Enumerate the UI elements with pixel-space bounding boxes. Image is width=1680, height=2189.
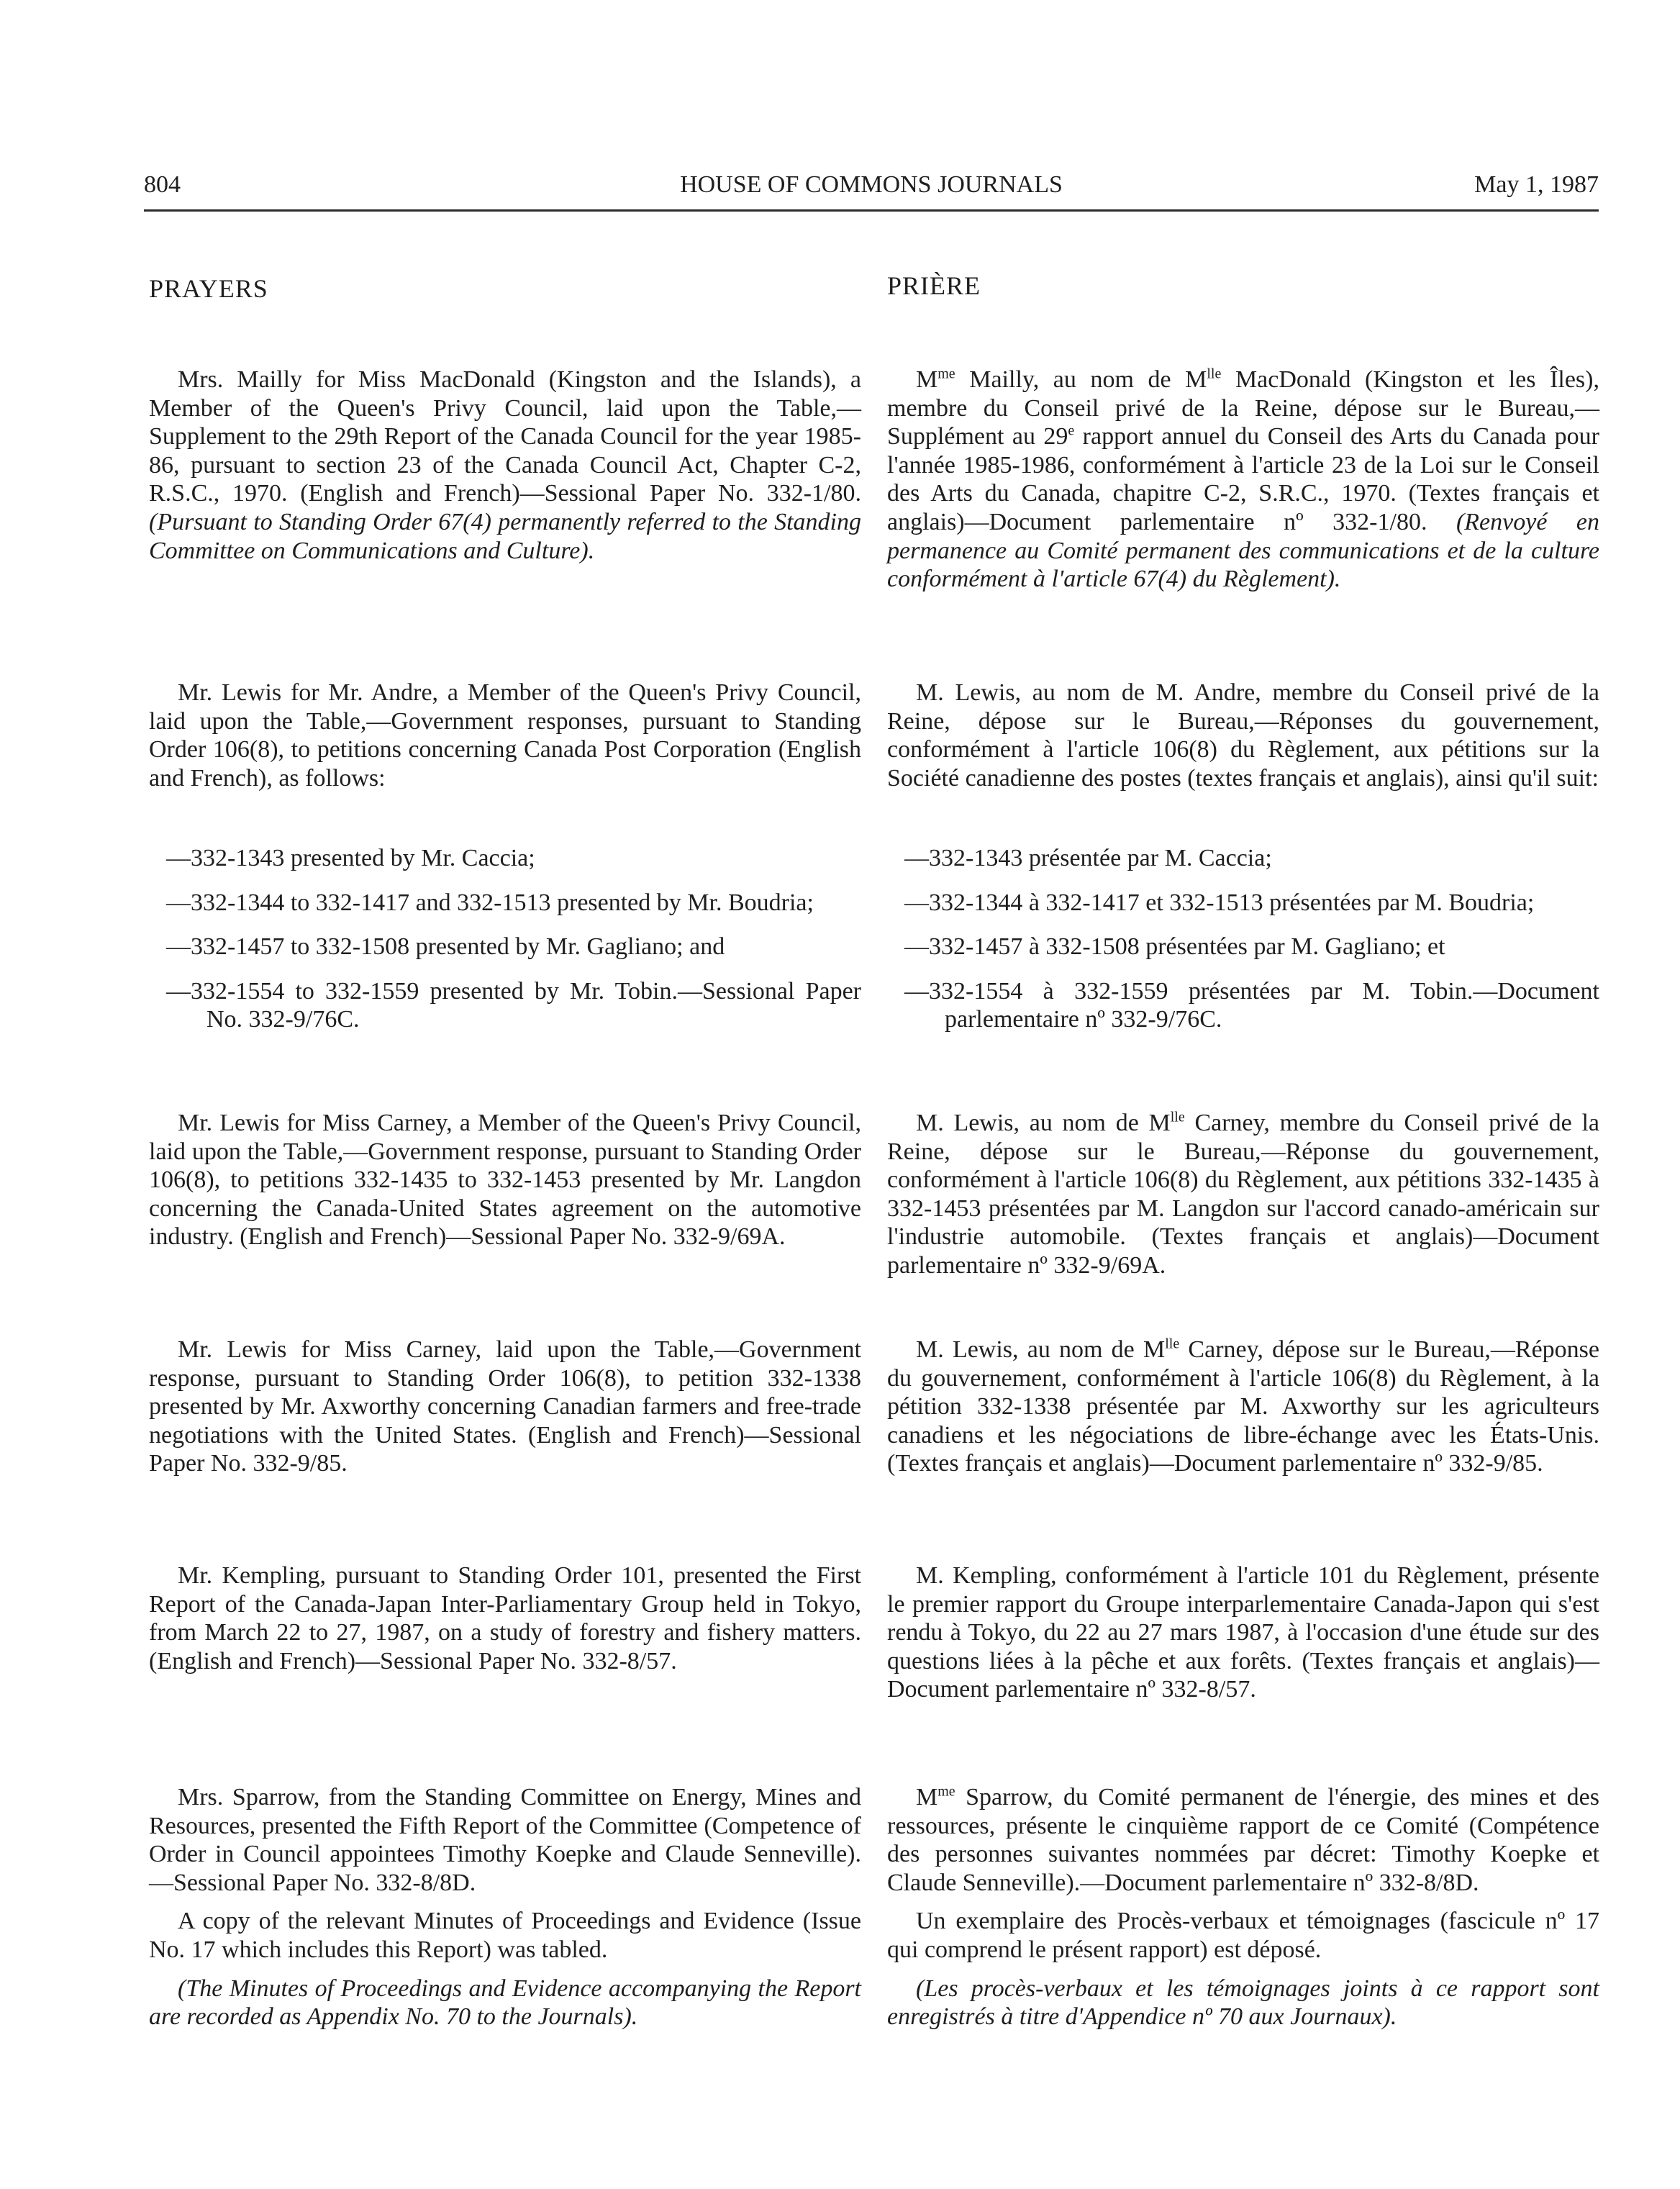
entry-energy-committee-report bbox=[149, 1783, 861, 2041]
petition-item-gagliano: —332-1457 à 332-1508 présentées par M. Gagliano; et bbox=[904, 933, 1445, 961]
journal-date: May 1, 1987 bbox=[1474, 171, 1599, 198]
entry-canada-council-supplement-fr bbox=[887, 366, 1599, 604]
appendix-note: (Les procès-verbaux et les témoignages joints à ce rapport sont enregistrés à titre d'Appendice nº 70 aux Journaux). bbox=[887, 1975, 1599, 2031]
entry-canada-japan-report-fr bbox=[887, 1562, 1599, 1714]
petition-item-boudria: —332-1344 à 332-1417 et 332-1513 présentées par M. Boudria; bbox=[904, 889, 1535, 916]
entry-canada-japan-report bbox=[149, 1562, 861, 1685]
entry-text: M. Lewis, au nom de M. Andre, membre du Conseil privé de la Reine, dépose sur le Bureau,—Réponses du gouvernement, conformément à l'article 106(8) du Règlement, aux pétitions sur la Société canadienne des postes (textes français et anglais), ainsi qu'il suit: bbox=[887, 679, 1599, 792]
entry-text: $M^{me}$ Sparrow, du Comité permanent de l'énergie, des mines et des ressources, présente le cinquième rapport de ce Comité (Compétence des personnes suivantes nommées par décret: Timothy Koepke et Claude Senneville).—Document parlementaire nº 332-8/8D. bbox=[887, 1783, 1599, 1896]
entry-text: Mr. Lewis for Mr. Andre, a Member of the Queen's Privy Council, laid upon the Table,—Government responses, pursuant to Standing Order 106(8), to petitions concerning Canada Post Corporation (English and French), as follows: bbox=[149, 679, 861, 792]
entry-canada-council-supplement bbox=[149, 366, 861, 575]
petition-item-caccia: —332-1343 presented by Mr. Caccia; bbox=[166, 845, 535, 871]
appendix-note: (The Minutes of Proceedings and Evidence accompanying the Report are recorded as Appendix No. 70 to the Journals). bbox=[149, 1975, 861, 2031]
petition-item-tobin: —332-1554 to 332-1559 presented by Mr. Tobin.—Sessional Paper No. 332-9/76C. bbox=[166, 977, 861, 1033]
entry-text: $M^{me}$ Mailly, au nom de $M^{lle}$ MacDonald (Kingston et les Îles), membre du Conseil privé de la Reine, dépose sur le Bureau,—Supplément au 29e rapport annuel du Conseil des Arts du Canada pour l'année 1985-1986, conformément à l'article 23 de la Loi sur le Conseil des Arts du Canada, chapitre C-2, S.R.C., 1970. (Textes français et anglais)—Document parlementaire nº 332-1/80. (Renvoyé en permanence au Comité permanent des communications et de la culture conformément à l'article 67(4) du Règlement). bbox=[887, 366, 1599, 593]
entry-text: Mr. Kempling, pursuant to Standing Order 101, presented the First Report of the Canada-Japan Inter-Parliamentary Group held in Tokyo, from March 22 to 27, 1987, on a study of forestry and fishery matters. (English and French)—Sessional Paper No. 332-8/57. bbox=[149, 1562, 861, 1674]
page-number: 804 bbox=[144, 171, 181, 198]
petition-list bbox=[149, 844, 861, 1050]
petition-item-gagliano: —332-1457 to 332-1508 presented by Mr. Gagliano; and bbox=[166, 933, 725, 961]
petition-item-boudria: —332-1344 to 332-1417 and 332-1513 presented by Mr. Boudria; bbox=[166, 889, 814, 916]
entry-text: Mrs. Sparrow, from the Standing Committee on Energy, Mines and Resources, presented the Fifth Report of the Committee (Competence of Order in Council appointees Timothy Koepke and Claude Senneville).—Sessional Paper No. 332-8/8D. bbox=[149, 1784, 861, 1896]
entry-text: Mrs. Mailly for Miss MacDonald (Kingston and the Islands), a Member of the Queen's Privy Council, laid upon the Table,—Supplement to the 29th Report of the Canada Council for the year 1985-86, pursuant to section 23 of the Canada Council Act, Chapter C-2, R.S.C., 1970. (English and French)—Sessional Paper No. 332-1/80. (Pursuant to Standing Order 67(4) permanently referred to the Standing Committee on Communications and Culture). bbox=[149, 366, 861, 564]
entry-text: M. Lewis, au nom de $M^{lle}$ Carney, dépose sur le Bureau,—Réponse du gouvernement, conformément à l'article 106(8) du Règlement, à la pétition 332-1338 présentée par M. Axworthy sur les agriculteurs canadiens et les négociations de libre-échange avec les États-Unis. (Textes français et anglais)—Document parlementaire nº 332-9/85. bbox=[887, 1336, 1600, 1477]
entry-canada-post-petitions bbox=[149, 679, 861, 802]
running-header bbox=[144, 169, 1599, 212]
entry-free-trade-farmers bbox=[149, 1336, 861, 1488]
entry-automotive-agreement-fr bbox=[887, 1109, 1599, 1290]
copy-tabled-text: A copy of the relevant Minutes of Proceedings and Evidence (Issue No. 17 which includes this Report) was tabled. bbox=[149, 1908, 861, 1963]
entry-canada-post-petitions-fr bbox=[887, 679, 1599, 802]
entry-text: M. Kempling, conformément à l'article 101 du Règlement, présente le premier rapport du Groupe interparlementaire Canada-Japon qui s'est rendu à Tokyo, du 22 au 27 mars 1987, à l'occasion d'une étude sur des questions liées à la pêche et aux forêts. (Textes français et anglais)—Document parlementaire nº 332-8/57. bbox=[887, 1562, 1599, 1703]
entry-text: M. Lewis, au nom de $M^{lle}$ Carney, membre du Conseil privé de la Reine, dépose sur le Bureau,—Réponse du gouvernement, conformément à l'article 106(8) du Règlement, aux pétitions 332-1435 à 332-1453 présentées par M. Langdon sur l'accord canado-américain sur l'industrie automobile. (Textes français et anglais)—Document parlementaire nº 332-9/69A. bbox=[887, 1109, 1599, 1279]
entry-automotive-agreement bbox=[149, 1109, 861, 1261]
petition-item-caccia: —332-1343 présentée par M. Caccia; bbox=[904, 845, 1272, 871]
petition-list-fr bbox=[887, 844, 1599, 1050]
copy-tabled-text: Un exemplaire des Procès-verbaux et témoignages (fascicule nº 17 qui comprend le présent rapport) est déposé. bbox=[887, 1908, 1599, 1963]
section-heading-prayers: PRAYERS bbox=[149, 274, 268, 303]
entry-text: Mr. Lewis for Miss Carney, laid upon the Table,—Government response, pursuant to Standing Order 106(8), to petition 332-1338 presented by Mr. Axworthy concerning Canadian farmers and free-trade negotiations with the United States. (English and French)—Sessional Paper No. 332-9/85. bbox=[149, 1336, 861, 1477]
entry-free-trade-farmers-fr bbox=[887, 1336, 1599, 1488]
section-heading-priere: PRIÈRE bbox=[887, 271, 981, 300]
journal-title: HOUSE OF COMMONS JOURNALS bbox=[680, 171, 1063, 198]
entry-energy-committee-report-fr bbox=[887, 1783, 1599, 2041]
entry-text: Mr. Lewis for Miss Carney, a Member of the Queen's Privy Council, laid upon the Table,—Government response, pursuant to Standing Order 106(8), to petitions 332-1435 to 332-1453 presented by Mr. Langdon concerning the Canada-United States agreement on the automotive industry. (English and French)—Sessional Paper No. 332-9/69A. bbox=[149, 1110, 861, 1251]
petition-item-tobin: —332-1554 à 332-1559 présentées par M. Tobin.—Document parlementaire nº 332-9/76C. bbox=[904, 977, 1599, 1033]
